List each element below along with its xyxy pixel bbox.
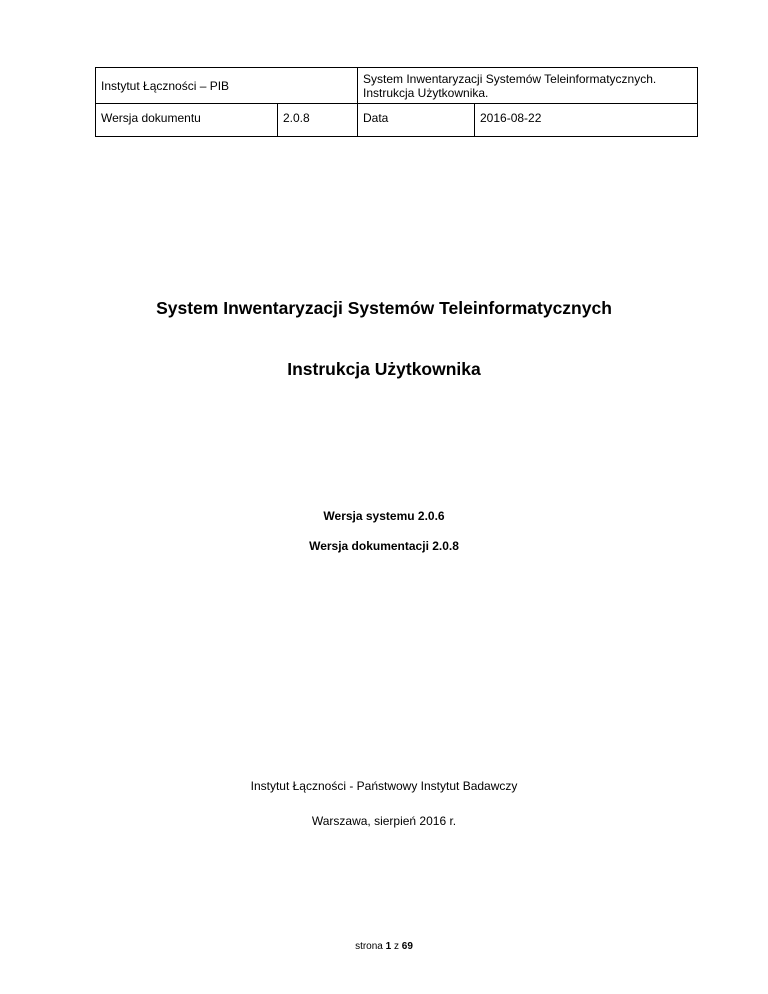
organization-name: Instytut Łączności – PIB (101, 78, 230, 93)
system-title-line1: System Inwentaryzacji Systemów Teleinformatycznych. (363, 71, 657, 86)
doc-version-value: 2.0.8 (283, 111, 310, 125)
header-row-2 (96, 104, 698, 137)
date-value-cell (475, 104, 698, 137)
system-title-cell (358, 68, 698, 104)
doc-version-label: Wersja dokumentu (101, 111, 201, 125)
document-subtitle: Instrukcja Użytkownika (287, 359, 481, 379)
doc-version-value-cell (278, 104, 358, 137)
header-row-1 (96, 68, 698, 104)
documentation-version: Wersja dokumentacji 2.0.8 (309, 539, 459, 553)
system-version: Wersja systemu 2.0.6 (323, 509, 445, 523)
place-and-date: Warszawa, sierpień 2016 r. (311, 814, 457, 828)
system-title-line2: Instrukcja Użytkownika. (363, 85, 489, 100)
page-separator: z (394, 941, 399, 952)
document-title: System Inwentaryzacji Systemów Teleinformatycznych (156, 298, 612, 318)
page-current: 1 (385, 941, 392, 952)
page-number (0, 940, 768, 954)
date-label: Data (363, 111, 389, 125)
organization-cell (96, 68, 358, 104)
date-value: 2016-08-22 (480, 111, 542, 125)
institute-name: Instytut Łączności - Państwowy Instytut Badawczy (250, 779, 518, 793)
document-header-table (95, 67, 698, 137)
date-label-cell (358, 104, 475, 137)
page-prefix: strona (355, 941, 383, 952)
doc-version-label-cell (96, 104, 278, 137)
page-total: 69 (401, 941, 413, 952)
